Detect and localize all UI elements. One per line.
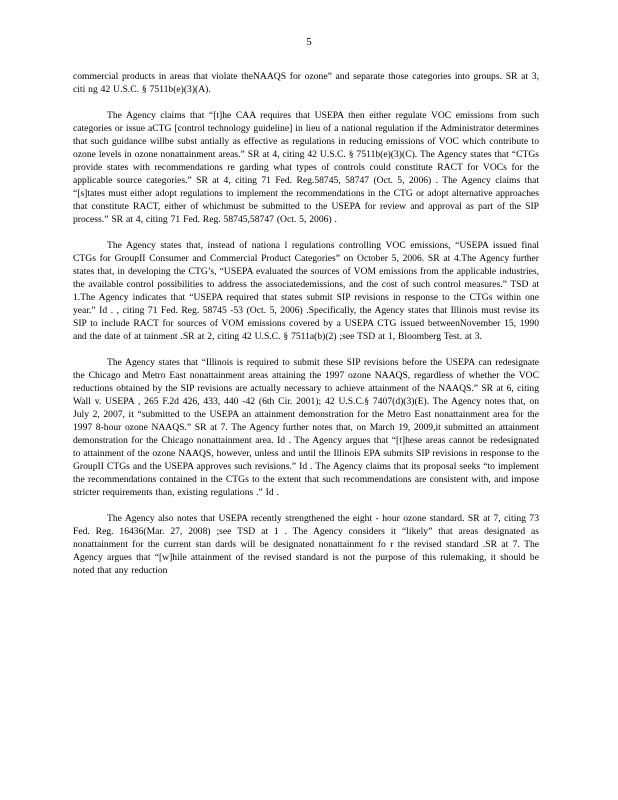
document-body (73, 70, 539, 577)
paragraph-1: commercial products in areas that violate theNAAQS for ozone” and separate those categories into groups. SR at 3, citi ng 42 U.S.C. § 7511b(e)(3)(A). (73, 71, 539, 95)
paragraph-2: The Agency claims that “[t]he CAA requires that USEPA then either regulate VOC emissions from such categories or issue aCTG [control technology guideline] in lieu of a national regulation if the Administrator determines that such guidance willbe subst antially as effective as regulations in reducing emissions of VOC which contribute to ozone levels in ozone nonattainment areas.” SR at 4, citing 42 U.S.C. § 7511b(e)(3)(C). The Agency states that “CTGs provide states with recommendations re garding what types of controls could constitute RACT for VOCs for the applicable source categories.” SR at 4, citing 71 Fed. Reg.58745, 58747 (Oct. 5, 2006) . The Agency claims that “[s]tates must either adopt regulations to implement the recommendations in the CTG or adopt alternative approaches that constitute RACT, either of whichmust be submitted to the USEPA for review and approval as part of the SIP process.” SR at 4, citing 71 Fed. Reg. 58745,58747 (Oct. 5, 2006) . (73, 110, 539, 225)
paragraph-3: The Agency states that, instead of nationa l regulations controlling VOC emissions, “USEPA issued final CTGs for GroupII Consumer and Commercial Product Categories” on October 5, 2006. SR at 4.The Agency further states that, in developing the CTG’s, “USEPA evaluated the sources of VOM emissions from the applicable industries, the available control possibilities to address the associatedemissions, and the cost of such control measures.” TSD at 1.The Agency indicates that “USEPA required that states submit SIP revisions in response to the CTGs within one year.” Id . , citing 71 Fed. Reg. 58745 -53 (Oct. 5, 2006) .Specifically, the Agency states that Illinois must revise its SIP to include RACT for sources of VOM emissions covered by a USEPA CTG issued betweenNovember 15, 1990 and the date of at tainment .SR at 2, citing 42 U.S.C. § 7511a(b)(2) ;see TSD at 1, Bloomberg Test. at 3. (73, 240, 539, 342)
paragraph-5: The Agency also notes that USEPA recently strengthened the eight - hour ozone standard. SR at 7, citing 73 Fed. Reg. 16436(Mar. 27, 2008) ;see TSD at 1 . The Agency considers it “likely” that areas designated as nonattainment for the current stan dards will be designated nonattainment fo r the revised standard .SR at 7. The Agency argues that “[w]hile attainment of the revised standard is not the purpose of this rulemaking, it should be noted that any reduction (73, 513, 539, 576)
paragraph-4: The Agency states that “Illinois is required to submit these SIP revisions before the USEPA can redesignate the Chicago and Metro East nonattainment areas attaining the 1997 ozone NAAQS, regardless of whether the VOC reductions obtained by the SIP revisions are actually necessary to achieve attainment of the NAAQS.” SR at 6, citing Wall v. USEPA , 265 F.2d 426, 433, 440 -42 (6th Cir. 2001); 42 U.S.C.§ 7407(d)(3)(E). The Agency notes that, on July 2, 2007, it “submitted to the USEPA an attainment demonstration for the Metro East nonattainment area for the 1997 8-hour ozone NAAQS.” SR at 7. The Agency further notes that, on March 19, 2009,it submitted an attainment demonstration for the Chicago nonattainment area. Id . The Agency argues that “[t]hese areas cannot be redesignated to attainment of the ozone NAAQS, however, unless and until the Illinois EPA submits SIP revisions in response to the GroupII CTGs and the USEPA approves such revisions.” Id . The Agency claims that its proposal seeks “to implement the recommendations contained in the CTGs to the extent that such recommendations are consistent with, and impose stricter requirements than, existing regulations .” Id . (73, 357, 539, 498)
page-number: 5 (306, 36, 312, 48)
